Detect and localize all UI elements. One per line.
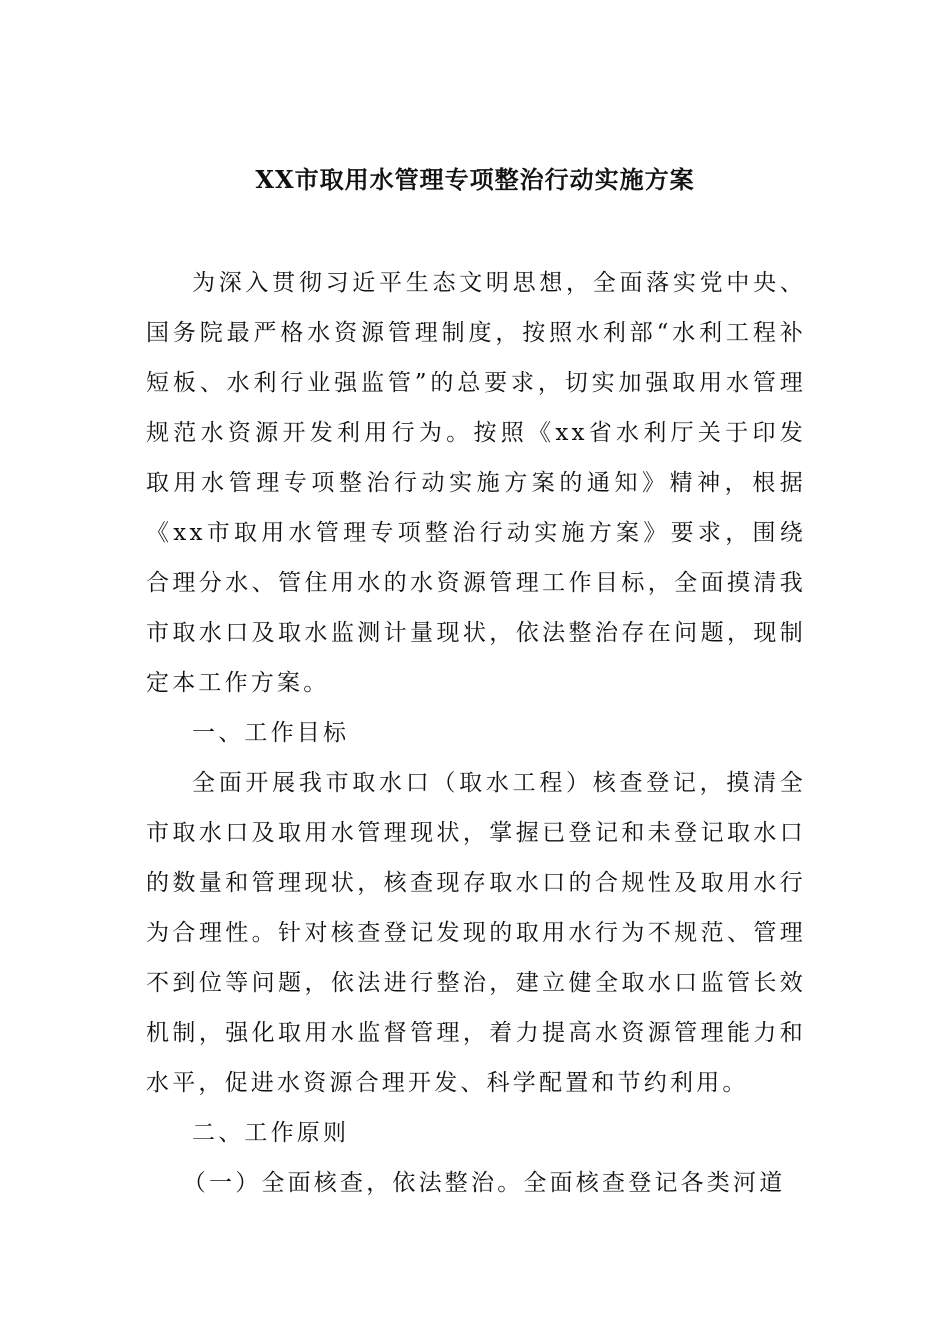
goals-paragraph: 全面开展我市取水口（取水工程）核查登记，摸清全市取水口及取用水管理现状，掌握已登记和未登记取水口的数量和管理现状，核查现存取水口的合规性及取用水行为合理性。针对核查登记发现的取用水行为不规范、管理不到位等问题，依法进行整治，建立健全取水口监管长效机制，强化取用水监督管理，着力提高水资源管理能力和水平，促进水资源合理开发、科学配置和节约利用。 [146,770,806,1096]
principle-item-1: （一）全面核查，依法整治。全面核查登记各类河道 [182,1170,786,1196]
document-body [146,258,806,1208]
section-heading-goals: 一、工作目标 [192,720,350,746]
document-title: XX市取用水管理专项整治行动实施方案 [255,165,695,194]
intro-paragraph: 为深入贯彻习近平生态文明思想，全面落实党中央、国务院最严格水资源管理制度，按照水利部“水利工程补短板、水利行业强监管”的总要求，切实加强取用水管理规范水资源开发利用行为。按照《xx省水利厅关于印发取用水管理专项整治行动实施方案的通知》精神，根据《xx市取用水管理专项整治行动实施方案》要求，围绕合理分水、管住用水的水资源管理工作目标，全面摸清我市取水口及取水监测计量现状，依法整治存在问题，现制定本工作方案。 [146,270,806,696]
section-heading-principles: 二、工作原则 [192,1120,350,1146]
